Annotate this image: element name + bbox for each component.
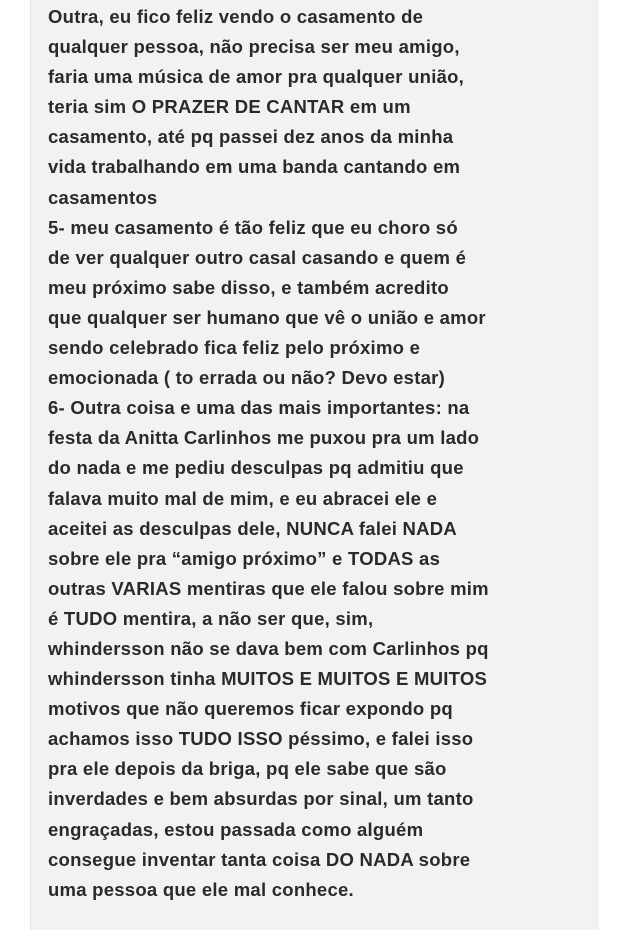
note-line: qualquer pessoa, não precisa ser meu amigo, xyxy=(48,36,460,58)
note-line: meu próximo sabe disso, e também acredito xyxy=(48,276,449,298)
note-line: consegue inventar tanta coisa DO NADA sobre xyxy=(48,848,471,870)
note-line: inverdades e bem absurdas por sinal, um tanto xyxy=(48,788,474,810)
note-line: faria uma música de amor pra qualquer união, xyxy=(48,66,465,88)
note-line: de ver qualquer outro casal casando e quem é xyxy=(48,246,467,268)
note-line: achamos isso TUDO ISSO péssimo, e falei isso xyxy=(48,728,474,750)
note-line: Outra, eu fico feliz vendo o casamento de xyxy=(48,6,424,27)
note-line: uma pessoa que ele mal conhece. xyxy=(48,878,354,900)
note-line: vida trabalhando em uma banda cantando em xyxy=(48,156,461,178)
note-line: 6- Outra coisa e uma das mais importantes: na xyxy=(48,397,470,419)
note-line: teria sim O PRAZER DE CANTAR em um xyxy=(48,96,411,118)
note-line: é TUDO mentira, a não ser que, sim, xyxy=(48,607,374,629)
note-line: que qualquer ser humano que vê o união e amor xyxy=(48,306,486,328)
note-body[interactable] xyxy=(48,2,594,905)
note-line: emocionada ( to errada ou não? Devo estar) xyxy=(48,367,446,389)
note-line: whindersson tinha MUITOS E MUITOS E MUITOS xyxy=(48,668,488,690)
note-line: whindersson não se dava bem com Carlinhos pq xyxy=(48,637,489,659)
note-line: sobre ele pra “amigo próximo” e TODAS as xyxy=(48,547,441,569)
note-line: 5- meu casamento é tão feliz que eu choro só xyxy=(48,216,458,238)
note-line: casamento, até pq passei dez anos da minha xyxy=(48,126,454,148)
note-line: outras VARIAS mentiras que ele falou sobre mim xyxy=(48,577,489,599)
note-line: engraçadas, estou passada como alguém xyxy=(48,818,424,840)
note-line: casamentos xyxy=(48,186,158,208)
note-line: motivos que não queremos ficar expondo pq xyxy=(48,698,453,720)
note-line: aceitei as desculpas dele, NUNCA falei NADA xyxy=(48,517,457,539)
note-line: festa da Anitta Carlinhos me puxou pra um lado xyxy=(48,427,480,449)
note-line: falava muito mal de mim, e eu abracei ele e xyxy=(48,487,438,509)
note-line: sendo celebrado fica feliz pelo próximo e xyxy=(48,337,421,359)
note-line: do nada e me pediu desculpas pq admitiu que xyxy=(48,457,464,479)
note-line: pra ele depois da briga, pq ele sabe que são xyxy=(48,758,447,780)
